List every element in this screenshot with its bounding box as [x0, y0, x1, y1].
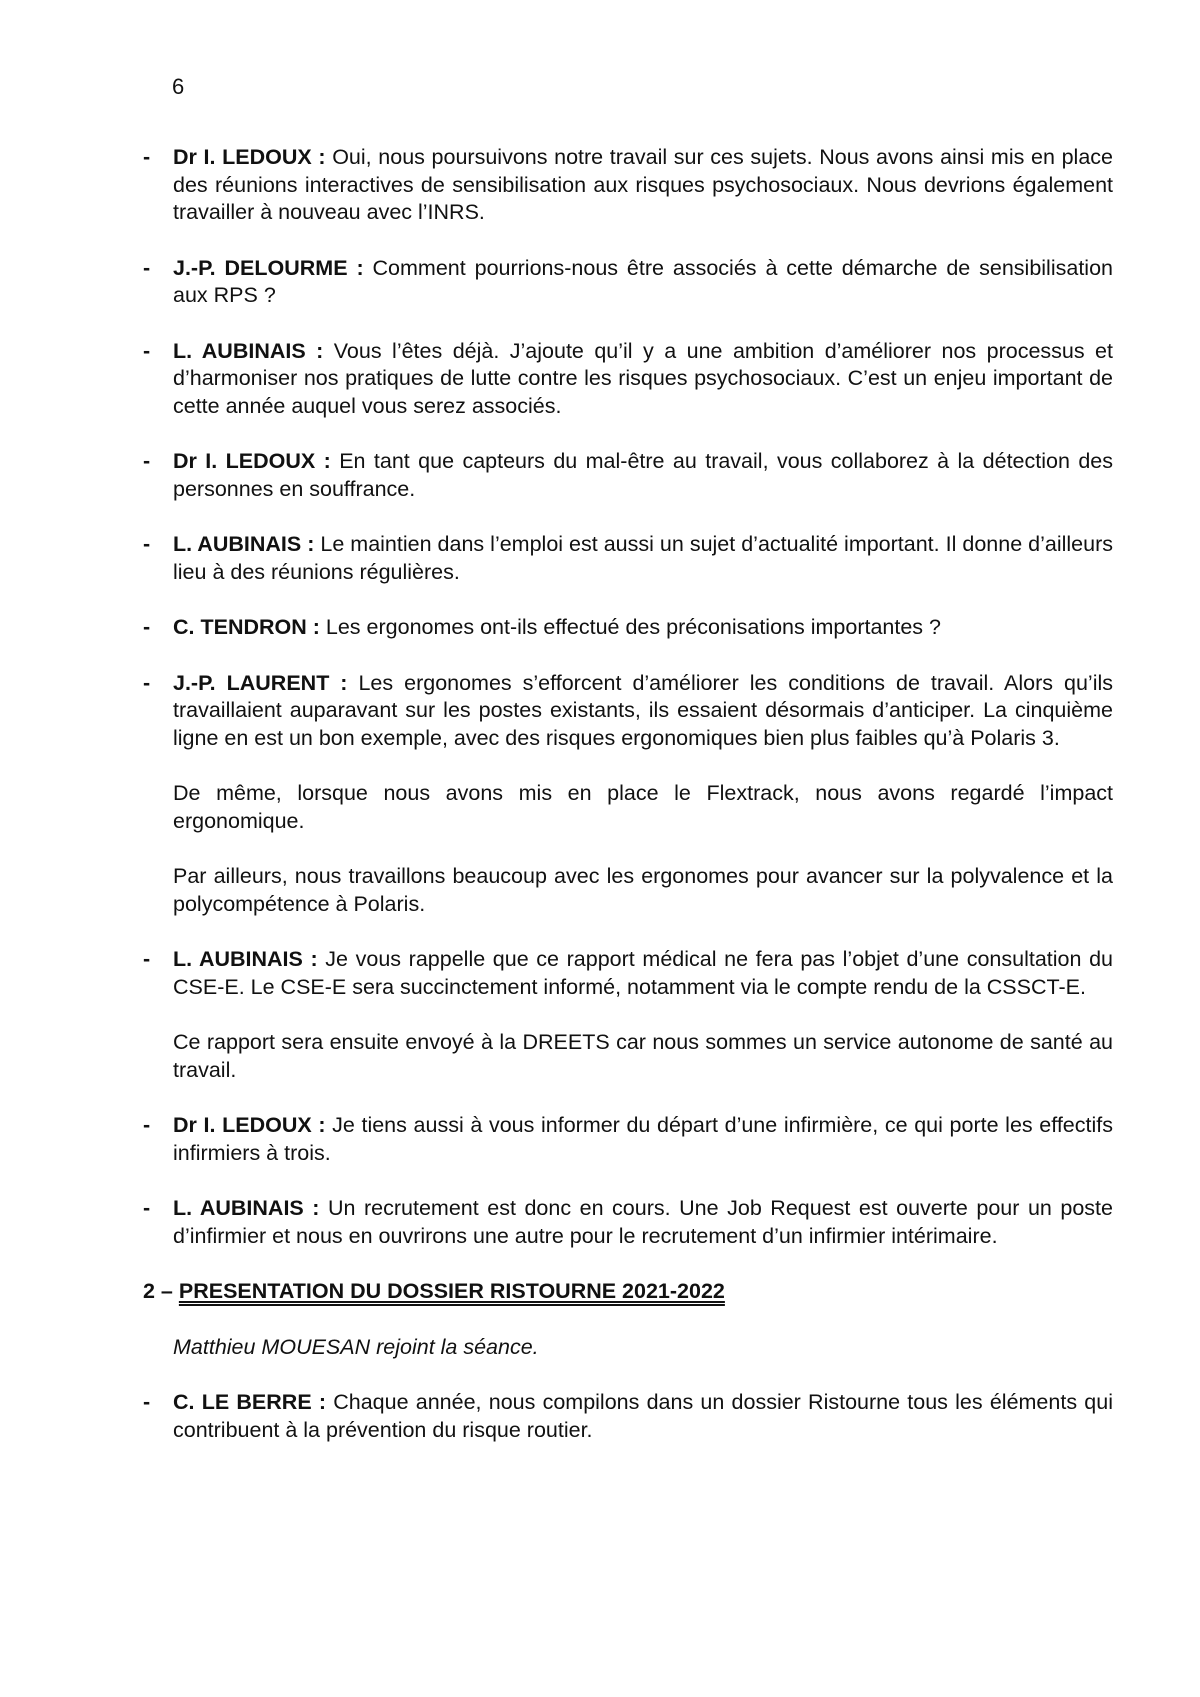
entry-text: Vous l’êtes déjà. J’ajoute qu’il y a une ambition d’améliorer nos processus et d’harmoniser nos pratiques de lutte contre les risques psychosociaux. C’est un enjeu important de cette année auquel vous serez associés.: [173, 338, 1113, 418]
speaker-name: Dr I. LEDOUX :: [173, 145, 326, 169]
speaker-name: C. TENDRON :: [173, 615, 320, 639]
entry-text: En tant que capteurs du mal-être au travail, vous collaborez à la détection des personnes en souffrance.: [173, 449, 1114, 501]
section-number: 2 –: [143, 1279, 179, 1303]
dialogue-entry: [143, 1112, 1113, 1167]
bullet-dash: -: [143, 145, 151, 169]
bullet-dash: -: [143, 615, 151, 639]
dialogue-entry: [143, 1195, 1113, 1250]
bullet-dash: -: [143, 1390, 151, 1414]
dialogue-entry: [143, 531, 1113, 586]
speaker-name: L. AUBINAIS :: [173, 1196, 320, 1220]
continuation-paragraph: Ce rapport sera ensuite envoyé à la DREETS car nous sommes un service autonome de santé au travail.: [173, 1030, 1113, 1082]
dialogue-entry: [143, 448, 1113, 503]
speaker-name: J.-P. LAURENT :: [173, 670, 348, 695]
entry-text: Oui, nous poursuivons notre travail sur ces sujets. Nous avons ainsi mis en place des réunions interactives de sensibilisation aux risques psychosociaux. Nous devrions également travailler à nouveau avec l’INRS.: [173, 145, 1113, 224]
bullet-dash: -: [143, 255, 151, 280]
dialogue-entry: [143, 946, 1113, 1001]
italic-note: Matthieu MOUESAN rejoint la séance.: [173, 1334, 539, 1359]
speaker-name: J.-P. DELOURME :: [173, 255, 364, 280]
entry-text: Je tiens aussi à vous informer du départ d’une infirmière, ce qui porte les effectifs infirmiers à trois.: [173, 1113, 1113, 1165]
dialogue-entry: [143, 338, 1113, 421]
continuation-paragraph: Par ailleurs, nous travaillons beaucoup avec les ergonomes pour avancer sur la polyvalence et la polycompétence à Polaris.: [173, 864, 1113, 916]
bullet-dash: -: [143, 532, 151, 556]
bullet-dash: -: [143, 449, 151, 473]
bullet-dash: -: [143, 670, 151, 695]
dialogue-entry: [143, 144, 1113, 227]
dialogue-entry: [143, 255, 1113, 310]
entry-text: Un recrutement est donc en cours. Une Job Request est ouverte pour un poste d’infirmier et nous en ouvrirons une autre pour le recrutement d’un infirmier intérimaire.: [173, 1196, 1113, 1248]
page-number: 6: [172, 74, 185, 99]
speaker-name: L. AUBINAIS :: [173, 338, 324, 363]
dialogue-entry: [143, 670, 1113, 753]
speaker-name: L. AUBINAIS :: [173, 532, 315, 556]
document-body: [143, 144, 1113, 1472]
entry-text: Les ergonomes ont-ils effectué des préconisations importantes ?: [319, 615, 941, 639]
section-title: PRESENTATION DU DOSSIER RISTOURNE 2021-2022: [178, 1279, 725, 1303]
bullet-dash: -: [143, 1196, 151, 1220]
bullet-dash: -: [143, 1113, 151, 1137]
section-heading: [143, 1278, 1113, 1306]
entry-text: Je vous rappelle que ce rapport médical ne fera pas l’objet d’une consultation du CSE-E. Le CSE-E sera succinctement informé, notamment via le compte rendu de la CSSCT-E.: [173, 947, 1113, 999]
speaker-name: Dr I. LEDOUX :: [173, 449, 331, 473]
speaker-name: L. AUBINAIS :: [173, 947, 318, 971]
dialogue-entry: [143, 1389, 1113, 1444]
continuation-paragraph: De même, lorsque nous avons mis en place le Flextrack, nous avons regardé l’impact ergonomique.: [173, 781, 1113, 833]
speaker-name: Dr I. LEDOUX :: [173, 1113, 326, 1137]
entry-text: Chaque année, nous compilons dans un dossier Ristourne tous les éléments qui contribuent à la prévention du risque routier.: [173, 1390, 1113, 1442]
entry-text: Le maintien dans l’emploi est aussi un sujet d’actualité important. Il donne d’ailleurs lieu à des réunions régulières.: [173, 532, 1113, 584]
bullet-dash: -: [143, 338, 151, 363]
dialogue-entry: [143, 614, 1113, 642]
bullet-dash: -: [143, 947, 151, 971]
entry-text: Les ergonomes s’efforcent d’améliorer les conditions de travail. Alors qu’ils travaillaient auparavant sur les postes existants, ils essaient désormais d’anticiper. La cinquième ligne en est un bon exemple, avec des risques ergonomiques bien plus faibles qu’à Polaris 3.: [173, 670, 1114, 750]
speaker-name: C. LE BERRE :: [173, 1390, 327, 1414]
entry-text: Comment pourrions-nous être associés à cette démarche de sensibilisation aux RPS ?: [173, 255, 1113, 307]
